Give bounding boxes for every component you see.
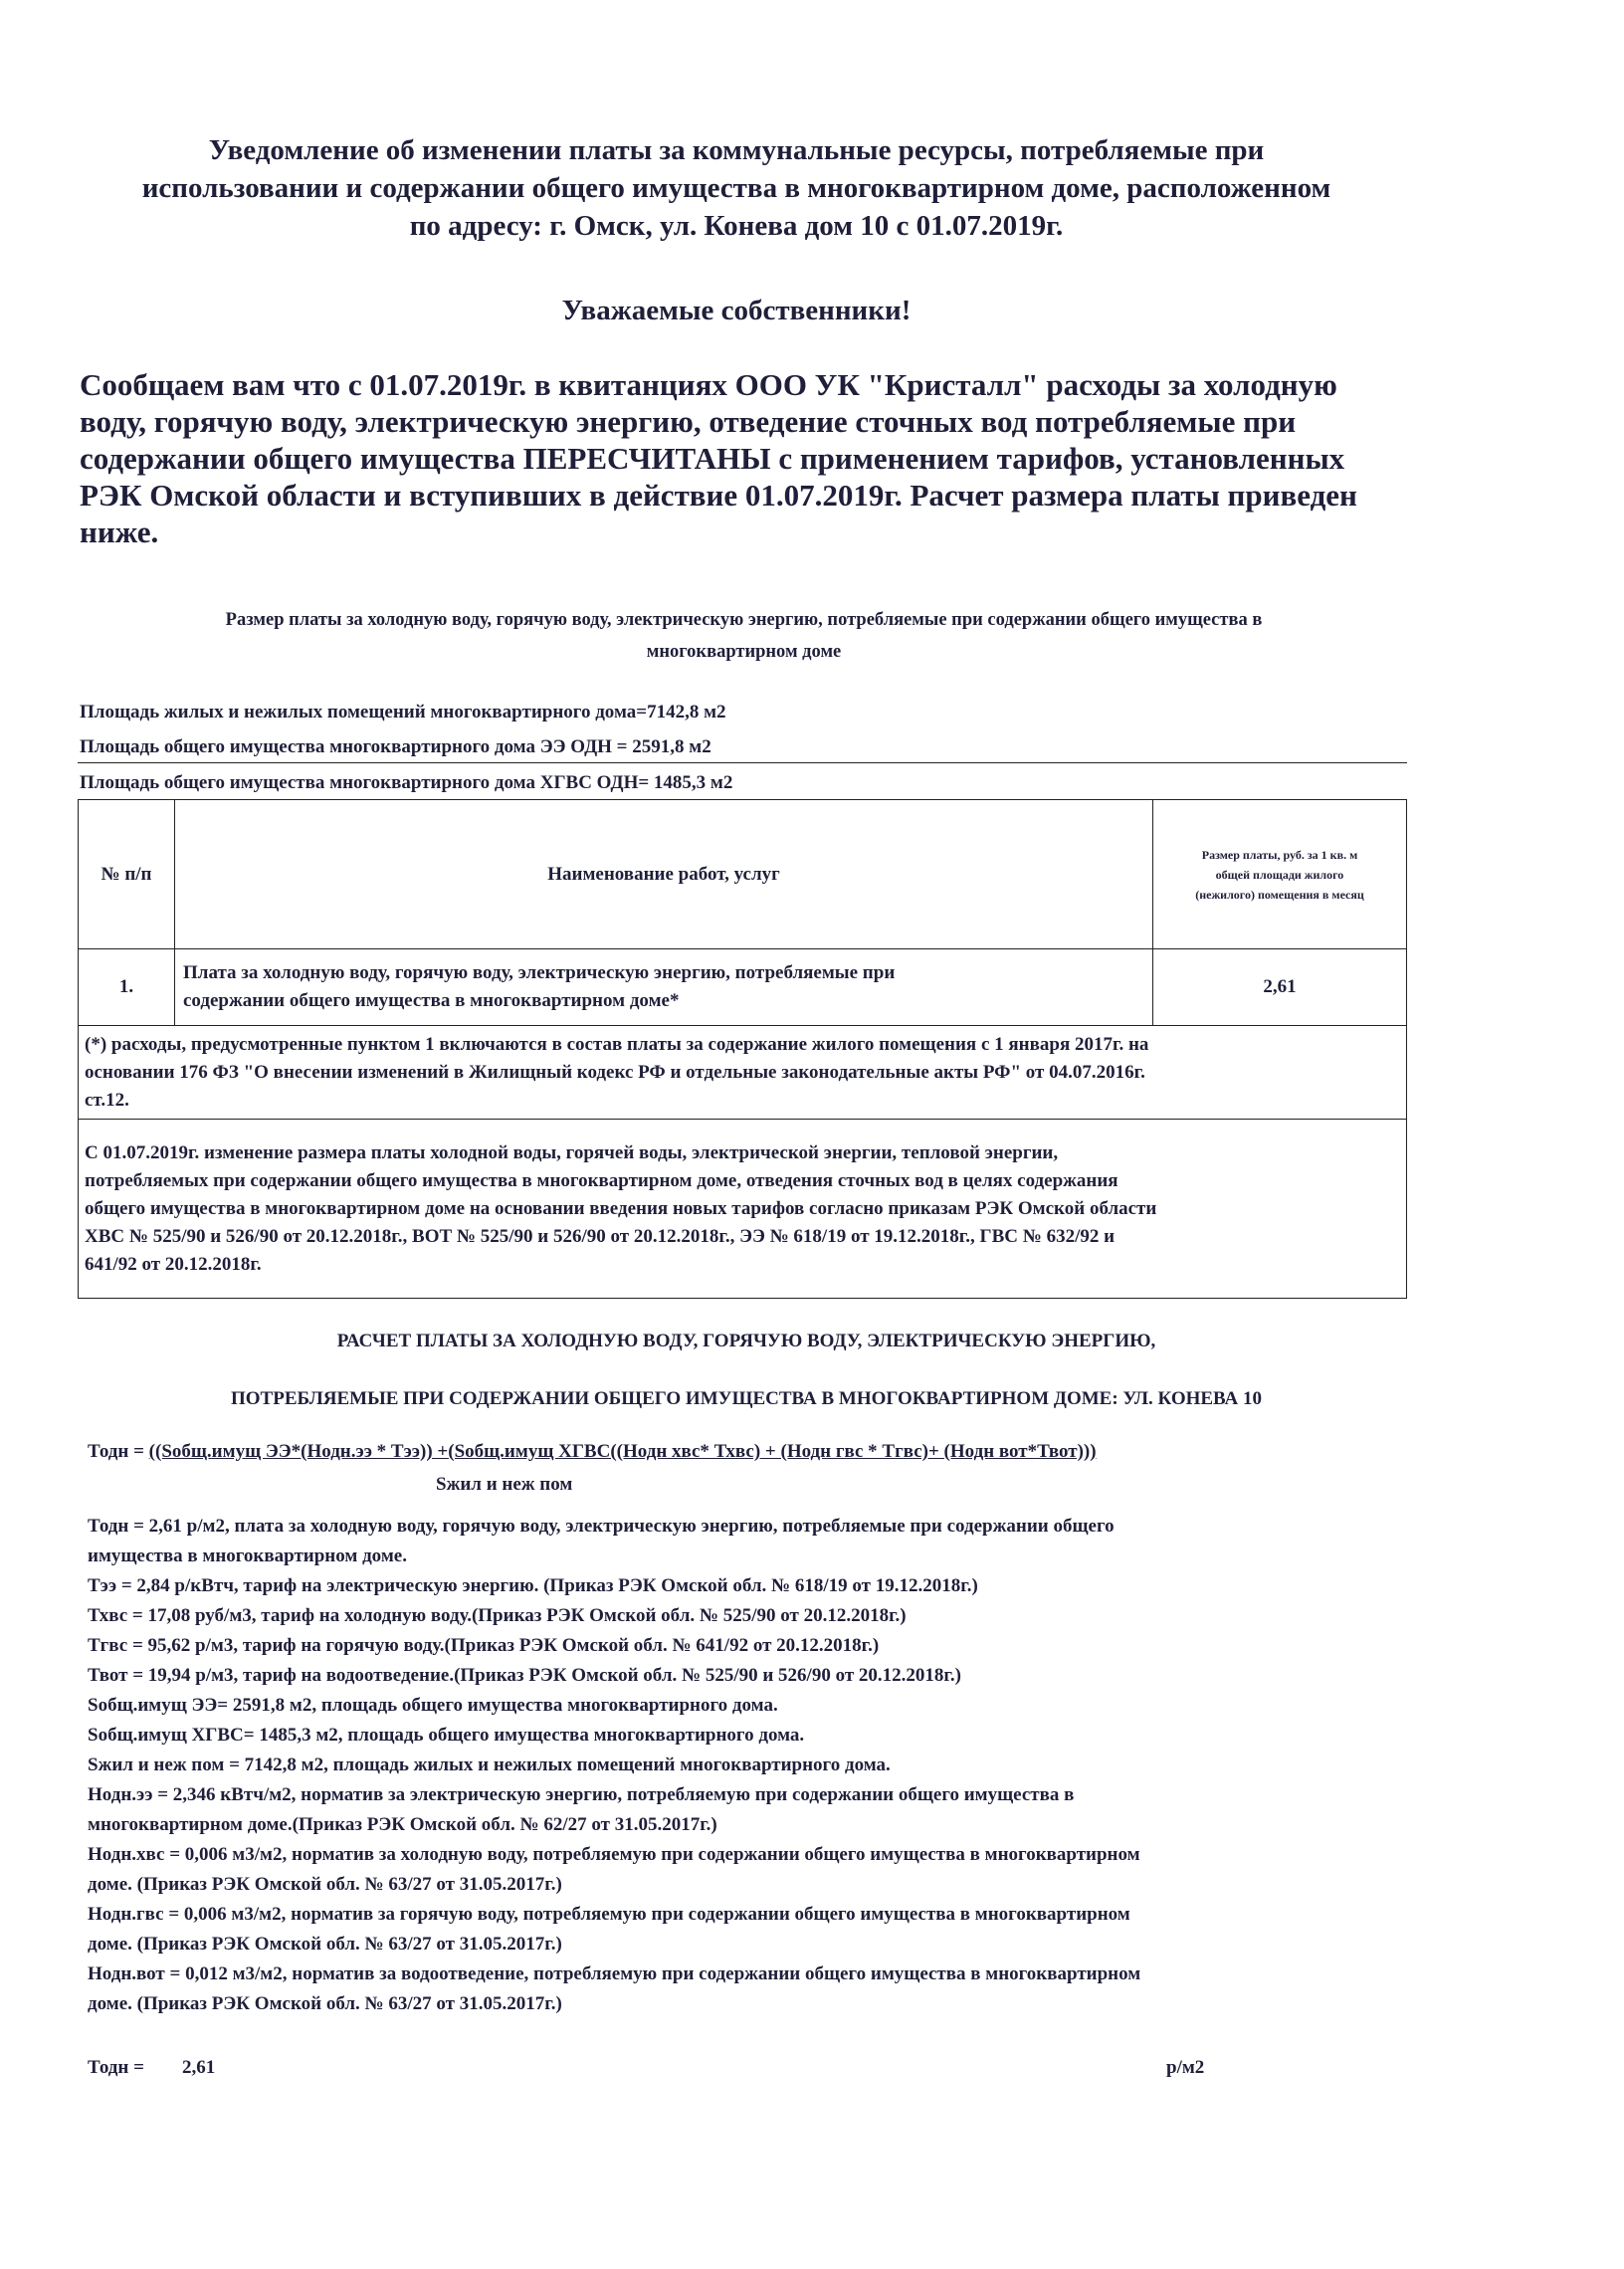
definition-line: Твот = 19,94 р/м3, тариф на водоотведение.(Приказ РЭК Омской обл. № 525/90 и 526/90 от 20.12.2018г.) [88,1665,961,1686]
definition-line: имущества в многоквартирном доме. [88,1546,407,1566]
definition-line: Тээ = 2,84 р/кВтч, тариф на электрическую энергию. (Приказ РЭК Омской обл. № 618/19 от 19.12.2018г.) [88,1575,978,1596]
salutation: Уважаемые собственники! [561,295,912,326]
footnote-line: ст.12. [85,1089,129,1111]
definition-line: Sобщ.имущ ХГВС= 1485,3 м2, площадь общего имущества многоквартирного дома. [88,1725,805,1746]
row-name-line: Плата за холодную воду, горячую воду, электрическую энергию, потребляемые при [183,962,896,983]
definition-line: Тхвс = 17,08 руб/м3, тариф на холодную воду.(Приказ РЭК Омской обл. № 525/90 от 20.12.2018г.) [88,1605,907,1626]
change-note [79,1120,1407,1299]
divider [78,762,1407,763]
intro-line: воду, горячую воду, электрическую энергию, отведение сточных вод потребляемые при [80,404,1297,439]
definition-line: Тодн = 2,61 р/м2, плата за холодную воду, горячую воду, электрическую энергию, потребляемые при содержании общего [88,1516,1115,1537]
footnote-row [79,1026,1407,1120]
header-name: Наименование работ, услуг [175,800,1153,949]
definition-line: Нодн.вот = 0,012 м3/м2, норматив за водоотведение, потребляемую при содержании общего имущества в многоквартирном [88,1963,1141,1984]
definition-line: многоквартирном доме.(Приказ РЭК Омской обл. № 62/27 от 31.05.2017г.) [88,1814,717,1835]
row-name [175,949,1153,1026]
section-heading [80,604,1408,668]
area-total: Площадь жилых и нежилых помещений многоквартирного дома=7142,8 м2 [80,702,726,722]
formula-denominator: Sжил и неж пом [436,1474,573,1495]
change-note-row [79,1120,1407,1299]
area-ee: Площадь общего имущества многоквартирного дома ЭЭ ОДН = 2591,8 м2 [80,736,711,757]
change-note-line: общего имущества в многоквартирном доме на основании введения новых тарифов согласно приказам РЭК Омской области [85,1197,1157,1219]
title-line: использовании и содержании общего имущества в многоквартирном доме, расположенном [141,172,1331,204]
row-name-line: содержании общего имущества в многоквартирном доме* [183,990,680,1011]
formula-lhs: Тодн = [88,1441,149,1462]
header-rate-line: (нежилого) помещения в месяц [1195,887,1364,902]
result-label: Тодн = [88,2057,144,2078]
payment-table [78,799,1407,1299]
definition-line: доме. (Приказ РЭК Омской обл. № 63/27 от 31.05.2017г.) [88,1874,562,1895]
calc-heading-line2: ПОТРЕБЛЯЕМЫЕ ПРИ СОДЕРЖАНИИ ОБЩЕГО ИМУЩЕСТВА В МНОГОКВАРТИРНОМ ДОМЕ: УЛ. КОНЕВА 10 [231,1388,1262,1409]
definition-line: доме. (Приказ РЭК Омской обл. № 63/27 от 31.05.2017г.) [88,1993,562,2014]
title-line: по адресу: г. Омск, ул. Конева дом 10 с 01.07.2019г. [409,210,1064,242]
table-header-row [79,800,1407,949]
definition-line: Нодн.гвс = 0,006 м3/м2, норматив за горячую воду, потребляемую при содержании общего имущества в многоквартирном [88,1904,1130,1925]
header-num: № п/п [79,800,175,949]
formula-numerator: ((Sобщ.имущ ЭЭ*(Нодн.ээ * Тээ)) +(Sобщ.имущ ХГВС((Нодн хвс* Тхвс) + (Нодн гвс * Тгвс)+ (Нодн вот*Твот))) [148,1441,1097,1462]
intro-paragraph [80,366,1393,550]
document-title [60,131,1413,245]
intro-line: содержании общего имущества ПЕРЕСЧИТАНЫ с применением тарифов, установленных [80,441,1345,476]
formula [88,1441,1097,1463]
result-value: 2,61 [182,2057,216,2078]
intro-line: РЭК Омской области и вступивших в действие 01.07.2019г. Расчет размера платы приведен [80,478,1357,513]
row-rate: 2,61 [1153,949,1407,1026]
definition-line: Sобщ.имущ ЭЭ= 2591,8 м2, площадь общего имущества многоквартирного дома. [88,1695,778,1716]
header-rate-line: общей площади жилого [1215,867,1344,882]
header-rate-line: Размер платы, руб. за 1 кв. м [1201,847,1358,862]
definition-line: Sжил и неж пом = 7142,8 м2, площадь жилых и нежилых помещений многоквартирного дома. [88,1754,891,1775]
footnote-line: (*) расходы, предусмотренные пунктом 1 включаются в состав платы за содержание жилого помещения с 1 января 2017г. на [85,1033,1149,1055]
intro-line: ниже. [80,515,159,549]
change-note-line: ХВС № 525/90 и 526/90 от 20.12.2018г., ВОТ № 525/90 и 526/90 от 20.12.2018г., ЭЭ № 618/19 от 19.12.2018г., ГВС № 632/92 и [85,1225,1116,1247]
row-num: 1. [79,949,175,1026]
intro-line: Сообщаем вам что с 01.07.2019г. в квитанциях ООО УК "Кристалл" расходы за холодную [80,367,1337,402]
definition-line: Нодн.хвс = 0,006 м3/м2, норматив за холодную воду, потребляемую при содержании общего имущества в многоквартирном [88,1844,1140,1865]
definition-line: доме. (Приказ РЭК Омской обл. № 63/27 от 31.05.2017г.) [88,1934,562,1955]
calc-heading-line1: РАСЧЕТ ПЛАТЫ ЗА ХОЛОДНУЮ ВОДУ, ГОРЯЧУЮ ВОДУ, ЭЛЕКТРИЧЕСКУЮ ЭНЕРГИЮ, [336,1331,1156,1351]
definition-line: Тгвс = 95,62 р/м3, тариф на горячую воду.(Приказ РЭК Омской обл. № 641/92 от 20.12.2018г.) [88,1635,880,1656]
section-heading-line: многоквартирном доме [646,642,842,662]
change-note-line: потребляемых при содержании общего имущества в многоквартирном доме, отведения сточных вод в целях содержания [85,1169,1118,1191]
area-hgvs: Площадь общего имущества многоквартирного дома ХГВС ОДН= 1485,3 м2 [80,772,733,793]
change-note-line: 641/92 от 20.12.2018г. [85,1253,262,1275]
title-line: Уведомление об изменении платы за коммунальные ресурсы, потребляемые при [208,134,1265,166]
definition-line: Нодн.ээ = 2,346 кВтч/м2, норматив за электрическую энергию, потребляемую при содержании общего имущества в [88,1784,1075,1805]
definitions [88,1512,1411,2019]
section-heading-line: Размер платы за холодную воду, горячую воду, электрическую энергию, потребляемые при содержании общего имущества в [225,610,1263,630]
footnote [79,1026,1407,1120]
change-note-line: С 01.07.2019г. изменение размера платы холодной воды, горячей воды, электрической энергии, тепловой энергии, [85,1141,1059,1163]
result-unit: р/м2 [1166,2057,1205,2078]
header-rate [1153,800,1407,949]
table-row [79,949,1407,1026]
footnote-line: основании 176 ФЗ "О внесении изменений в Жилищный кодекс РФ и отдельные законодательные акты РФ" от 04.07.2016г. [85,1061,1145,1083]
